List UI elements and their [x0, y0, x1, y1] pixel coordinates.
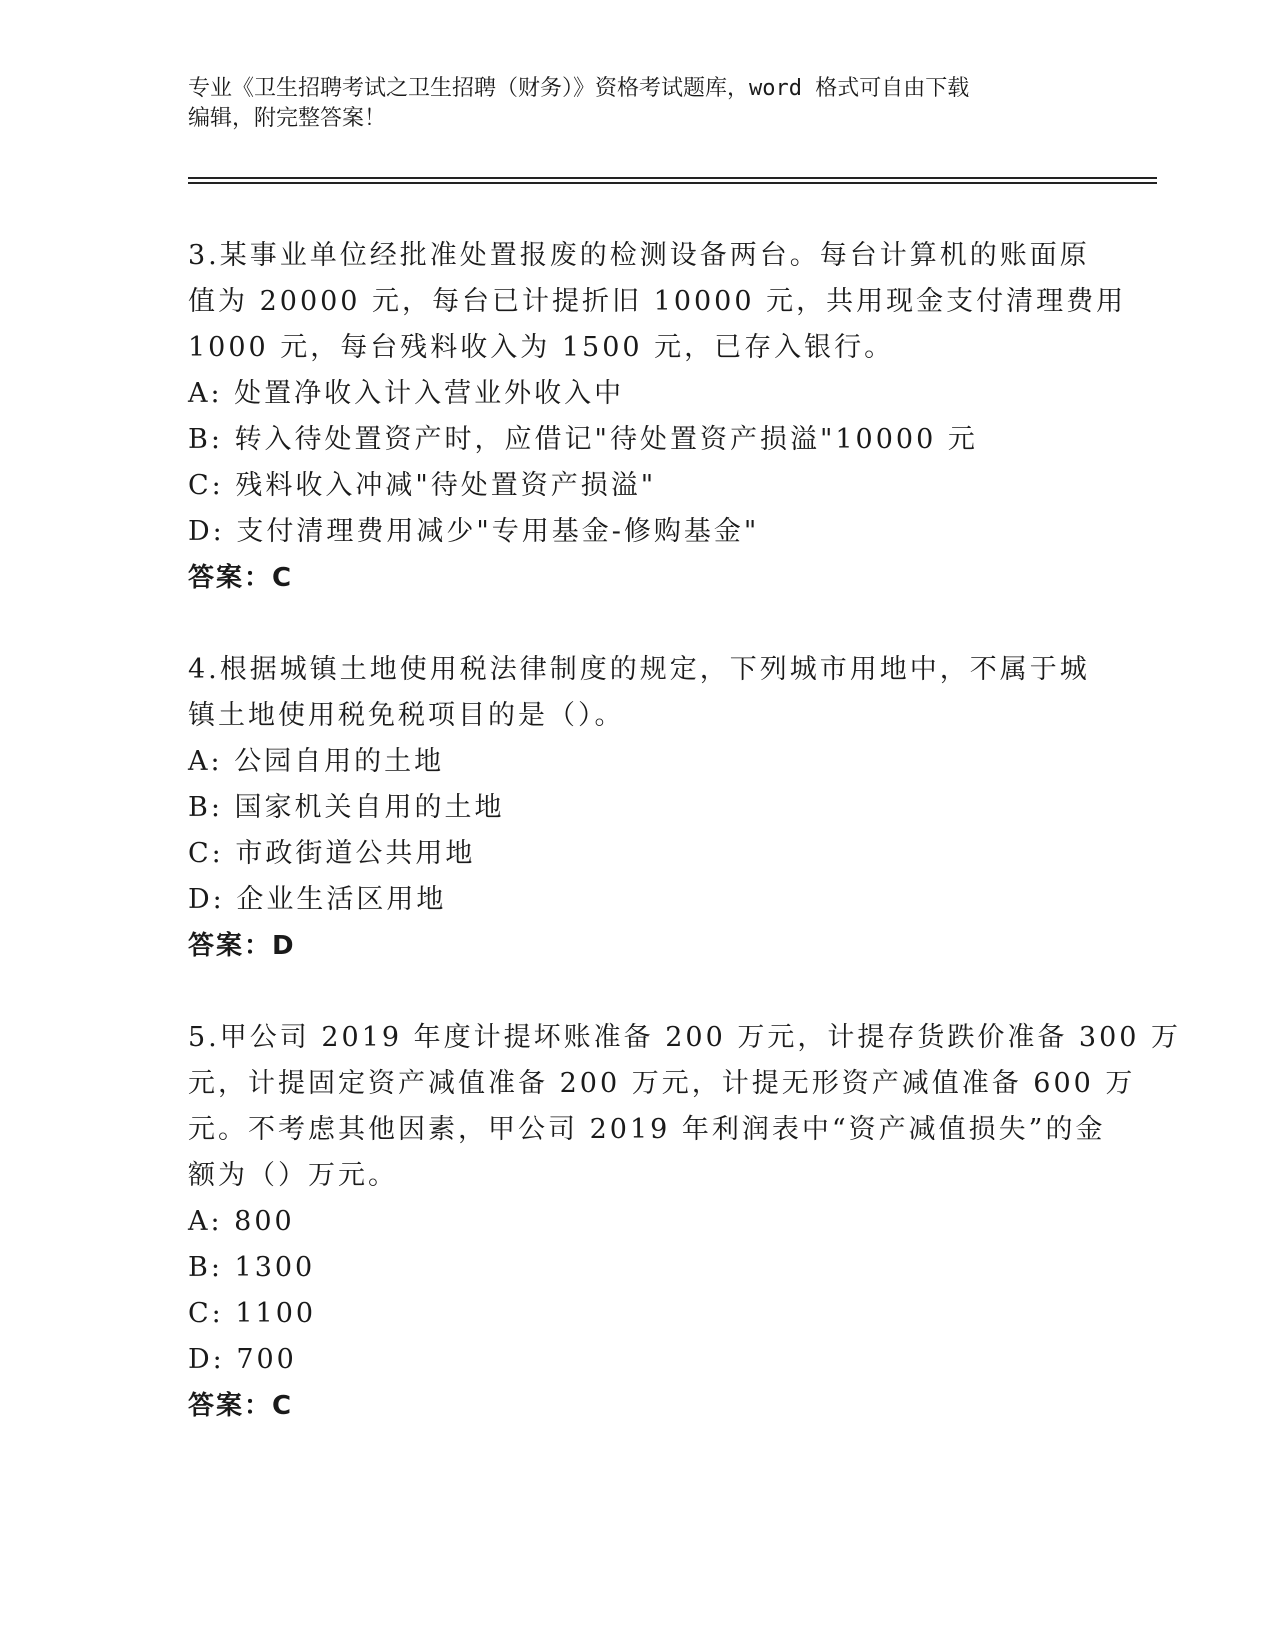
option-d: D: 700 — [188, 1344, 297, 1375]
option-d: D: 支付清理费用减少"专用基金-修购基金" — [188, 516, 760, 547]
header-divider-top — [188, 177, 1157, 179]
option-a: A: 公园自用的土地 — [188, 746, 445, 777]
question-text-line: 3.某事业单位经批准处置报废的检测设备两台。每台计算机的账面原 — [188, 240, 1090, 271]
option-a: A: 处置净收入计入营业外收入中 — [188, 378, 625, 409]
question-text-line: 1000 元，每台残料收入为 1500 元，已存入银行。 — [188, 332, 895, 363]
header-line-2: 编辑，附完整答案！ — [188, 106, 387, 131]
answer-label: 答案：C — [188, 563, 294, 593]
header-line-1: 专业《卫生招聘考试之卫生招聘（财务）》资格考试题库，word 格式可自由下载 — [188, 76, 970, 101]
question-text-line: 值为 20000 元，每台已计提折旧 10000 元，共用现金支付清理费用 — [188, 286, 1127, 317]
option-c: C: 市政街道公共用地 — [188, 838, 476, 869]
option-c: C: 1100 — [188, 1298, 317, 1329]
option-c: C: 残料收入冲减"待处置资产损溢" — [188, 470, 657, 501]
option-b: B: 转入待处置资产时，应借记"待处置资产损溢"10000 元 — [188, 424, 978, 455]
answer-label: 答案：D — [188, 931, 296, 961]
option-b: B: 国家机关自用的土地 — [188, 792, 505, 823]
question-5 — [188, 1015, 1182, 1429]
header-divider-bottom — [188, 182, 1157, 184]
question-list — [188, 233, 1182, 1475]
question-3 — [188, 233, 1127, 601]
option-a: A: 800 — [188, 1206, 295, 1237]
question-text-line: 镇土地使用税免税项目的是（）。 — [188, 700, 625, 731]
document-header — [188, 74, 1088, 134]
question-text-line: 4.根据城镇土地使用税法律制度的规定，下列城市用地中，不属于城 — [188, 654, 1090, 685]
option-b: B: 1300 — [188, 1252, 316, 1283]
question-text-line: 元。不考虑其他因素，甲公司 2019 年利润表中“资产减值损失”的金 — [188, 1114, 1106, 1145]
question-4 — [188, 647, 1088, 969]
question-text-line: 元，计提固定资产减值准备 200 万元，计提无形资产减值准备 600 万 — [188, 1068, 1136, 1099]
question-text-line: 5.甲公司 2019 年度计提坏账准备 200 万元，计提存货跌价准备 300 万 — [188, 1022, 1182, 1053]
answer-label: 答案：C — [188, 1391, 294, 1421]
option-d: D: 企业生活区用地 — [188, 884, 447, 915]
question-text-line: 额为（）万元。 — [188, 1160, 398, 1191]
